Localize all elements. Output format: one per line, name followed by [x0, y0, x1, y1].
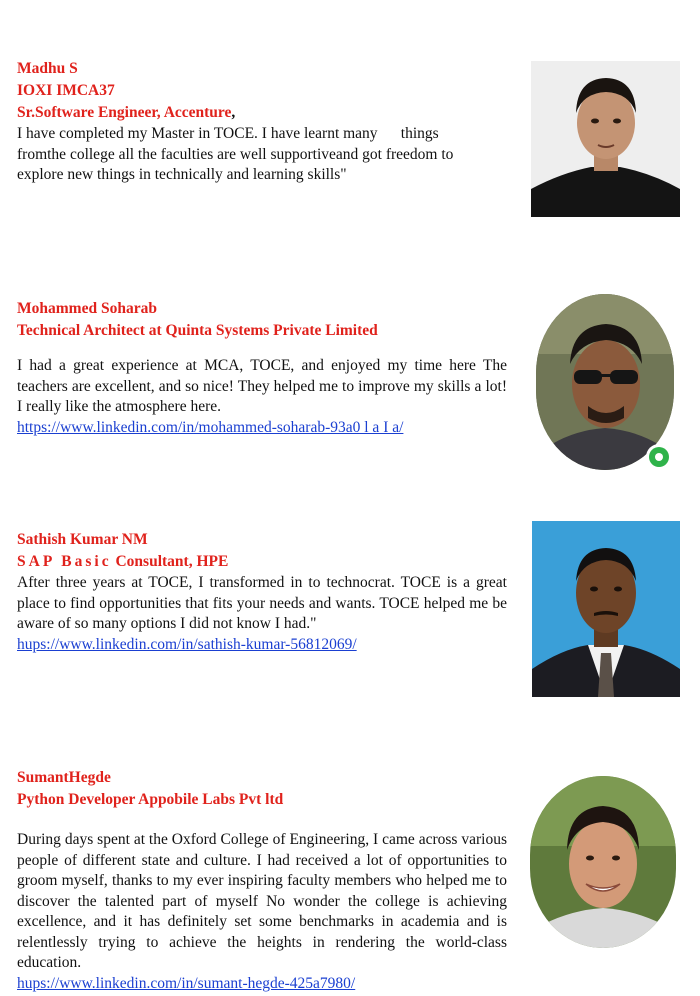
testimonial-sathish	[17, 529, 507, 655]
avatar-soharab	[536, 294, 674, 470]
testimonial-madhu	[17, 58, 507, 186]
role-comma: ,	[231, 104, 236, 121]
testimonial-text: I had a great experience at MCA, TOCE, and enjoyed my time here The teachers are excellent, and so nice! They helped me to improve my skills a lot! I really like the atmosphere here.	[17, 357, 507, 415]
role-prefix: SAP Basic	[17, 553, 112, 570]
avatar-sathish	[532, 521, 680, 697]
online-status-icon	[646, 444, 672, 470]
person-name: Mohammed Soharab	[17, 300, 157, 317]
linkedin-link[interactable]: https://www.linkedin.com/in/mohammed-soharab-93a0 l a I a/	[17, 418, 404, 436]
avatar-sumant	[530, 776, 676, 948]
linkedin-link[interactable]: hups://www.linkedin.com/in/sumant-hegde-425a7980/	[17, 974, 356, 992]
avatar-madhu	[531, 61, 680, 217]
testimonial-soharab	[17, 298, 507, 438]
person-name: Madhu S	[17, 60, 78, 77]
person-name: SumantHegde	[17, 769, 111, 786]
person-role	[17, 102, 507, 124]
role-text: Consultant, HPE	[115, 553, 229, 570]
role-text: Sr.Software Engineer, Accenture	[17, 104, 232, 121]
testimonial-text: After three years at TOCE, I transformed in to technocrat. TOCE is a great place to find opportunities that fits your needs and wants. TOCE helped me be aware of so many options I did not know I had."	[17, 574, 507, 632]
testimonial-line: I have completed my Master in TOCE. I have learnt many things	[17, 125, 439, 142]
person-batch: IOXI IMCA37	[17, 82, 115, 99]
person-role: Technical Architect at Quinta Systems Private Limited	[17, 322, 378, 339]
linkedin-link[interactable]: hups://www.linkedin.com/in/sathish-kumar-56812069/	[17, 635, 357, 653]
person-name: Sathish Kumar NM	[17, 531, 148, 548]
testimonial-line: explore new things in technically and learning skills"	[17, 166, 347, 183]
testimonial-text: During days spent at the Oxford College of Engineering, I came across various people of different state and culture. I had received a lot of opportunities to groom myself, thanks to my ever inspiring faculty members who helped me to discover the talented part of myself No wonder the college is achieving excellence, and it has definitely set some benchmarks in academia and is relentlessly trying to achieve the heights in rendering the world-class education.	[17, 831, 507, 971]
testimonial-line: fromthe college all the faculties are well supportiveand got freedom to	[17, 145, 454, 163]
person-role: Python Developer Appobile Labs Pvt ltd	[17, 791, 284, 808]
person-role	[17, 551, 507, 573]
testimonial-sumant	[17, 767, 507, 994]
